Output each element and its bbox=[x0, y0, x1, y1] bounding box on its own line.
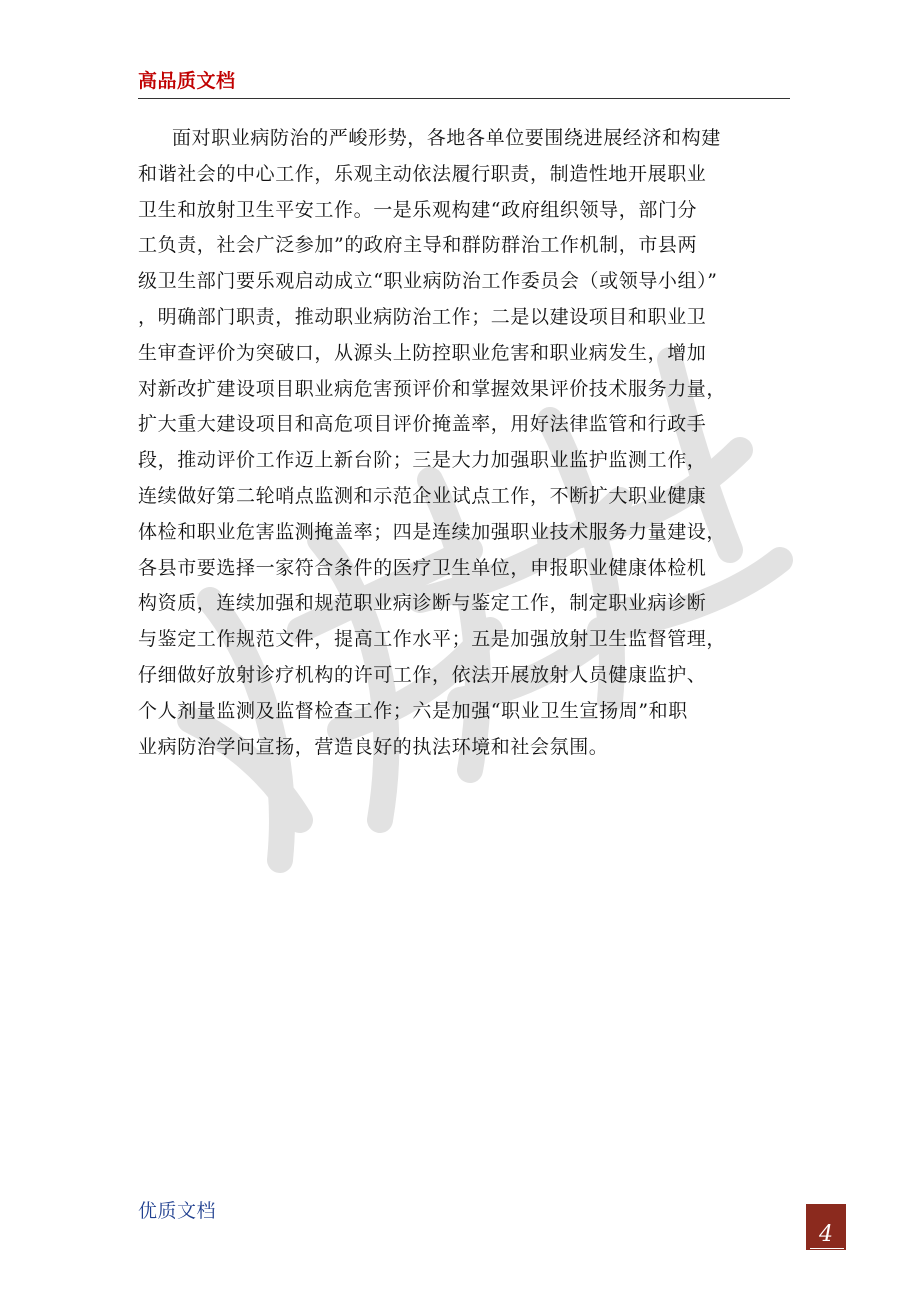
page-header bbox=[138, 68, 790, 99]
paragraph-line: 对新改扩建设项目职业病危害预评价和掌握效果评价技术服务力量， bbox=[138, 377, 727, 400]
paragraph-line: 生审查评价为突破口，从源头上防控职业危害和职业病发生，增加 bbox=[138, 341, 707, 364]
paragraph-line: 构资质，连续加强和规范职业病诊断与鉴定工作，制定职业病诊断 bbox=[138, 592, 707, 615]
page-number: 4 bbox=[819, 1222, 833, 1247]
paragraph-line: ，明确部门职责，推动职业病防治工作；二是以建设项目和职业卫 bbox=[138, 305, 707, 328]
paragraph-line: 工负责，社会广泛参加”的政府主导和群防群治工作机制，市县两 bbox=[138, 234, 698, 257]
paragraph-line: 扩大重大建设项目和高危项目评价掩盖率，用好法律监管和行政手 bbox=[138, 413, 707, 436]
paragraph-line: 连续做好第二轮哨点监测和示范企业试点工作，不断扩大职业健康 bbox=[138, 484, 707, 507]
paragraph-line: 业病防治学问宣扬，营造良好的执法环境和社会氛围。 bbox=[138, 735, 609, 758]
paragraph-line: 体检和职业危害监测掩盖率；四是连续加强职业技术服务力量建设， bbox=[138, 520, 727, 543]
header-title: 高品质文档 bbox=[138, 70, 236, 92]
paragraph-line: 面对职业病防治的严峻形势，各地各单位要围绕进展经济和构建 bbox=[172, 127, 721, 149]
paragraph-line: 卫生和放射卫生平安工作。一是乐观构建“政府组织领导，部门分 bbox=[138, 198, 698, 221]
page-number-underline bbox=[810, 1248, 844, 1249]
document-body bbox=[138, 121, 798, 765]
paragraph-line: 与鉴定工作规范文件，提高工作水平；五是加强放射卫生监督管理， bbox=[138, 628, 727, 651]
paragraph-line: 级卫生部门要乐观启动成立“职业病防治工作委员会（或领导小组）” bbox=[138, 270, 718, 293]
paragraph-line: 各县市要选择一家符合条件的医疗卫生单位，申报职业健康体检机 bbox=[138, 556, 707, 579]
page-number-badge bbox=[806, 1204, 846, 1250]
footer-title: 优质文档 bbox=[138, 1200, 217, 1222]
paragraph-line: 段，推动评价工作迈上新台阶；三是大力加强职业监护监测工作， bbox=[138, 449, 707, 472]
paragraph-line: 仔细做好放射诊疗机构的许可工作，依法开展放射人员健康监护、 bbox=[138, 663, 707, 686]
paragraph-line: 个人剂量监测及监督检查工作；六是加强“职业卫生宣扬周”和职 bbox=[138, 699, 688, 722]
paragraph-line: 和谐社会的中心工作，乐观主动依法履行职责，制造性地开展职业 bbox=[138, 162, 707, 185]
